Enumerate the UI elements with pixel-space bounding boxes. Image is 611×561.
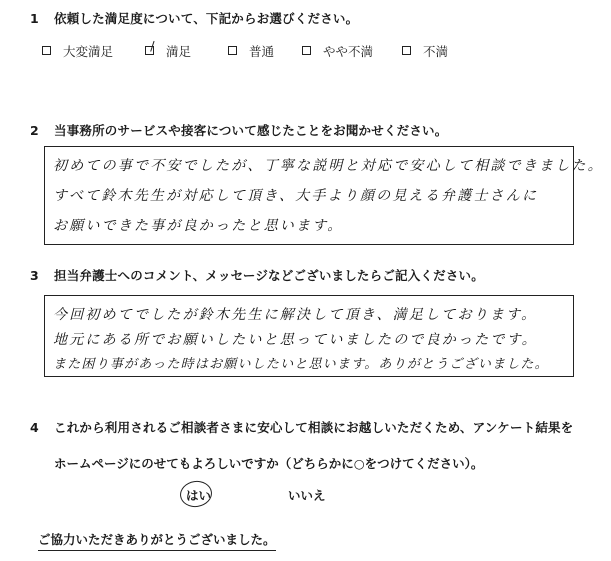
option-satisfied[interactable] [145,42,191,60]
answer-no[interactable]: いいえ [288,488,326,503]
option-label: 満足 [166,44,192,59]
option-label: 不満 [423,44,449,59]
question-number: 2 [30,123,39,138]
answer-line: 今回初めてでしたが鈴木先生に解決して頂き、満足しております。 [53,307,538,323]
option-unsatisfied[interactable] [402,42,448,60]
question-text: 当事務所のサービスや接客について感じたことをお聞かせください。 [54,123,448,138]
question-3 [30,266,484,284]
question-number: 1 [30,11,39,26]
question-4-line2: ホームページにのせてもよろしいですか（どちらかに○をつけてください）。 [54,456,484,471]
checkbox-checked[interactable] [145,46,154,55]
answer-line: 地元にある所でお願いしたいと思っていましたので良かったです。 [53,332,538,348]
question-2 [30,121,447,139]
answer-line: お願いできた事が良かったと思います。 [53,218,344,234]
checkbox[interactable] [402,46,411,55]
answer-line: すべて鈴木先生が対応して頂き、大手より顔の見える弁護士さんに [53,188,539,204]
question-number: 4 [30,420,39,435]
checkbox[interactable] [228,46,237,55]
question-1 [30,9,358,27]
checkbox[interactable] [302,46,311,55]
question-4 [30,418,573,436]
answer-line: また困り事があった時はお願いしたいと思います。ありがとうございました。 [53,357,549,372]
option-somewhat-unsatisfied[interactable] [302,42,373,60]
question-text: これから利用されるご相談者さまに安心して相談にお越しいただくため、アンケート結果を [54,420,574,435]
option-label: 普通 [249,44,275,59]
question-text: 依頼した満足度について、下記からお選びください。 [54,11,359,26]
question-number: 3 [30,268,39,283]
answer-box-3[interactable] [44,295,574,377]
option-very-satisfied[interactable] [42,42,113,60]
checkbox[interactable] [42,46,51,55]
option-label: やや不満 [323,44,374,59]
answer-yes-circled[interactable]: はい [186,488,212,503]
answer-box-2[interactable] [44,146,604,245]
thanks-message: ご協力いただきありがとうございました。 [38,530,276,551]
answer-line: 初めての事で不安でしたが、丁寧な説明と対応で安心して相談できました。 [53,158,604,174]
option-label: 大変満足 [63,44,114,59]
option-neutral[interactable] [228,42,274,60]
question-text: 担当弁護士へのコメント、メッセージなどございましたらご記入ください。 [54,268,484,283]
